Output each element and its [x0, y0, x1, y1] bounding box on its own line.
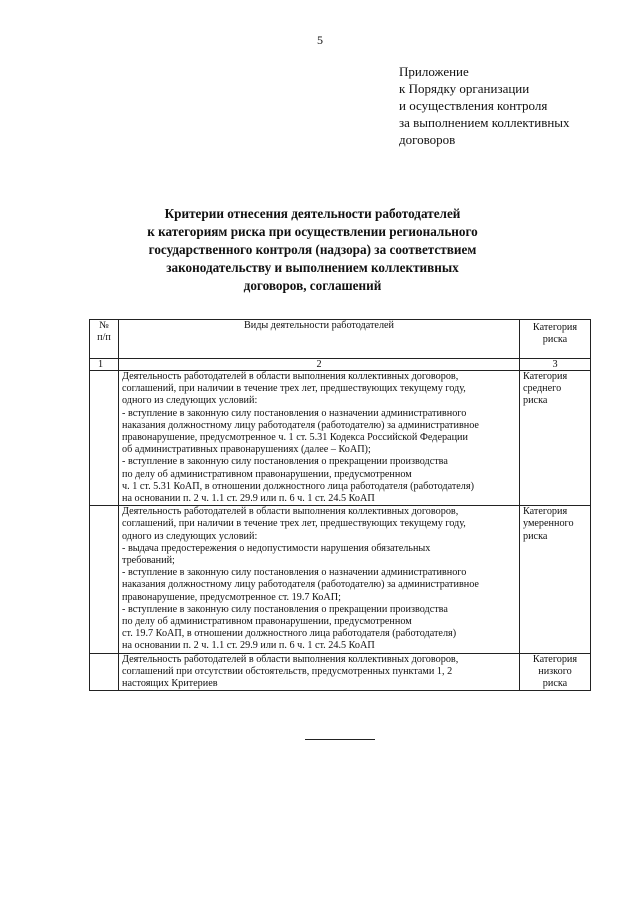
document-title: [130, 205, 495, 295]
activity-description: [119, 653, 520, 691]
header-category-line1: Категория: [532, 322, 578, 333]
header-activity: Виды деятельности работодателей: [119, 320, 520, 359]
text-line: - вступление в законную силу постановления о прекращении производства: [122, 456, 448, 468]
appendix-line: договоров: [399, 132, 456, 147]
text-line: одного из следующих условий:: [122, 395, 258, 407]
text-line: соглашений, при наличии в течение трех лет, предшествующих текущему году,: [122, 518, 466, 530]
risk-category: [520, 653, 591, 691]
table-row: [90, 506, 591, 653]
category-line: риска: [523, 395, 548, 407]
closing-divider: [305, 739, 375, 740]
text-line: правонарушение, предусмотренное ч. 1 ст. 5.31 Кодекса Российской Федерации: [122, 432, 468, 444]
text-line: соглашений, при наличии в течение трех лет, предшествующих текущему году,: [122, 383, 466, 395]
row-number: [90, 506, 119, 653]
text-line: - вступление в законную силу постановления о назначении административного: [122, 567, 467, 579]
text-line: наказания должностному лицу работодателя (работодателю) за административное: [122, 579, 479, 591]
text-line: - выдача предостережения о недопустимости нарушения обязательных: [122, 542, 431, 554]
category-line: Категория: [523, 506, 568, 518]
text-line: одного из следующих условий:: [122, 530, 258, 542]
risk-category: [520, 506, 591, 653]
header-category: [520, 320, 591, 359]
text-line: на основании п. 2 ч. 1.1 ст. 29.9 или п. 6 ч. 1 ст. 24.5 КоАП: [122, 640, 375, 652]
text-line: на основании п. 2 ч. 1.1 ст. 29.9 или п. 6 ч. 1 ст. 24.5 КоАП: [122, 493, 375, 505]
text-line: правонарушение, предусмотренное ст. 19.7 КоАП;: [122, 591, 341, 603]
table-header-row: [90, 320, 591, 359]
appendix-line: к Порядку организации: [399, 81, 530, 96]
text-line: по делу об административном правонарушении, предусмотренном: [122, 468, 412, 480]
text-line: ч. 1 ст. 5.31 КоАП, в отношении должностного лица работодателя (работодателя): [122, 480, 474, 492]
title-line: законодательству и выполнением коллективных: [166, 260, 459, 275]
category-line: Категория: [532, 653, 578, 665]
column-index: 1: [90, 359, 119, 371]
page-number: 5: [317, 33, 323, 47]
risk-category: [520, 371, 591, 506]
category-line: среднего: [523, 383, 562, 395]
category-line: риска: [542, 678, 568, 690]
text-line: Деятельность работодателей в области выполнения коллективных договоров,: [122, 371, 459, 382]
header-number-line2: п/п: [97, 332, 111, 344]
text-line: - вступление в законную силу постановления о назначении административного: [122, 407, 467, 419]
table-row: [90, 653, 591, 691]
header-number: [90, 320, 119, 359]
column-index: 2: [119, 359, 520, 371]
column-index: 3: [520, 359, 591, 371]
title-line: к категориям риска при осуществлении регионального: [147, 224, 478, 239]
text-line: Деятельность работодателей в области выполнения коллективных договоров,: [122, 653, 459, 665]
header-category-line2: риска: [542, 334, 568, 346]
title-line: государственного контроля (надзора) за соответствием: [148, 242, 477, 257]
category-line: низкого: [538, 665, 572, 677]
category-line: умеренного: [523, 518, 574, 530]
text-line: ст. 19.7 КоАП, в отношении должностного лица работодателя (работодателя): [122, 628, 457, 640]
text-line: по делу об административном правонарушении, предусмотренном: [122, 616, 412, 628]
text-line: соглашений при отсутствии обстоятельств, предусмотренных пунктами 1, 2: [122, 665, 453, 677]
text-line: наказания должностному лицу работодателя (работодателю) за административное: [122, 419, 479, 431]
category-line: риска: [523, 530, 548, 542]
text-line: об административных правонарушениях (далее – КоАП);: [122, 444, 371, 456]
appendix-note: [399, 63, 614, 148]
title-line: Критерии отнесения деятельности работодателей: [164, 206, 461, 221]
title-line: договоров, соглашений: [243, 278, 382, 293]
table-row: [90, 371, 591, 506]
activity-description: [119, 371, 520, 506]
column-index-row: [90, 359, 591, 371]
row-number: [90, 371, 119, 506]
appendix-line: Приложение: [399, 64, 469, 79]
text-line: Деятельность работодателей в области выполнения коллективных договоров,: [122, 506, 459, 518]
category-line: Категория: [523, 371, 568, 382]
row-number: [90, 653, 119, 691]
activity-description: [119, 506, 520, 653]
text-line: настоящих Критериев: [122, 678, 218, 690]
risk-criteria-table: [89, 319, 591, 691]
text-line: - вступление в законную силу постановления о прекращении производства: [122, 603, 448, 615]
text-line: требований;: [122, 555, 175, 567]
header-number-line1: №: [99, 320, 109, 331]
appendix-line: и осуществления контроля: [399, 98, 548, 113]
appendix-line: за выполнением коллективных: [399, 115, 570, 130]
